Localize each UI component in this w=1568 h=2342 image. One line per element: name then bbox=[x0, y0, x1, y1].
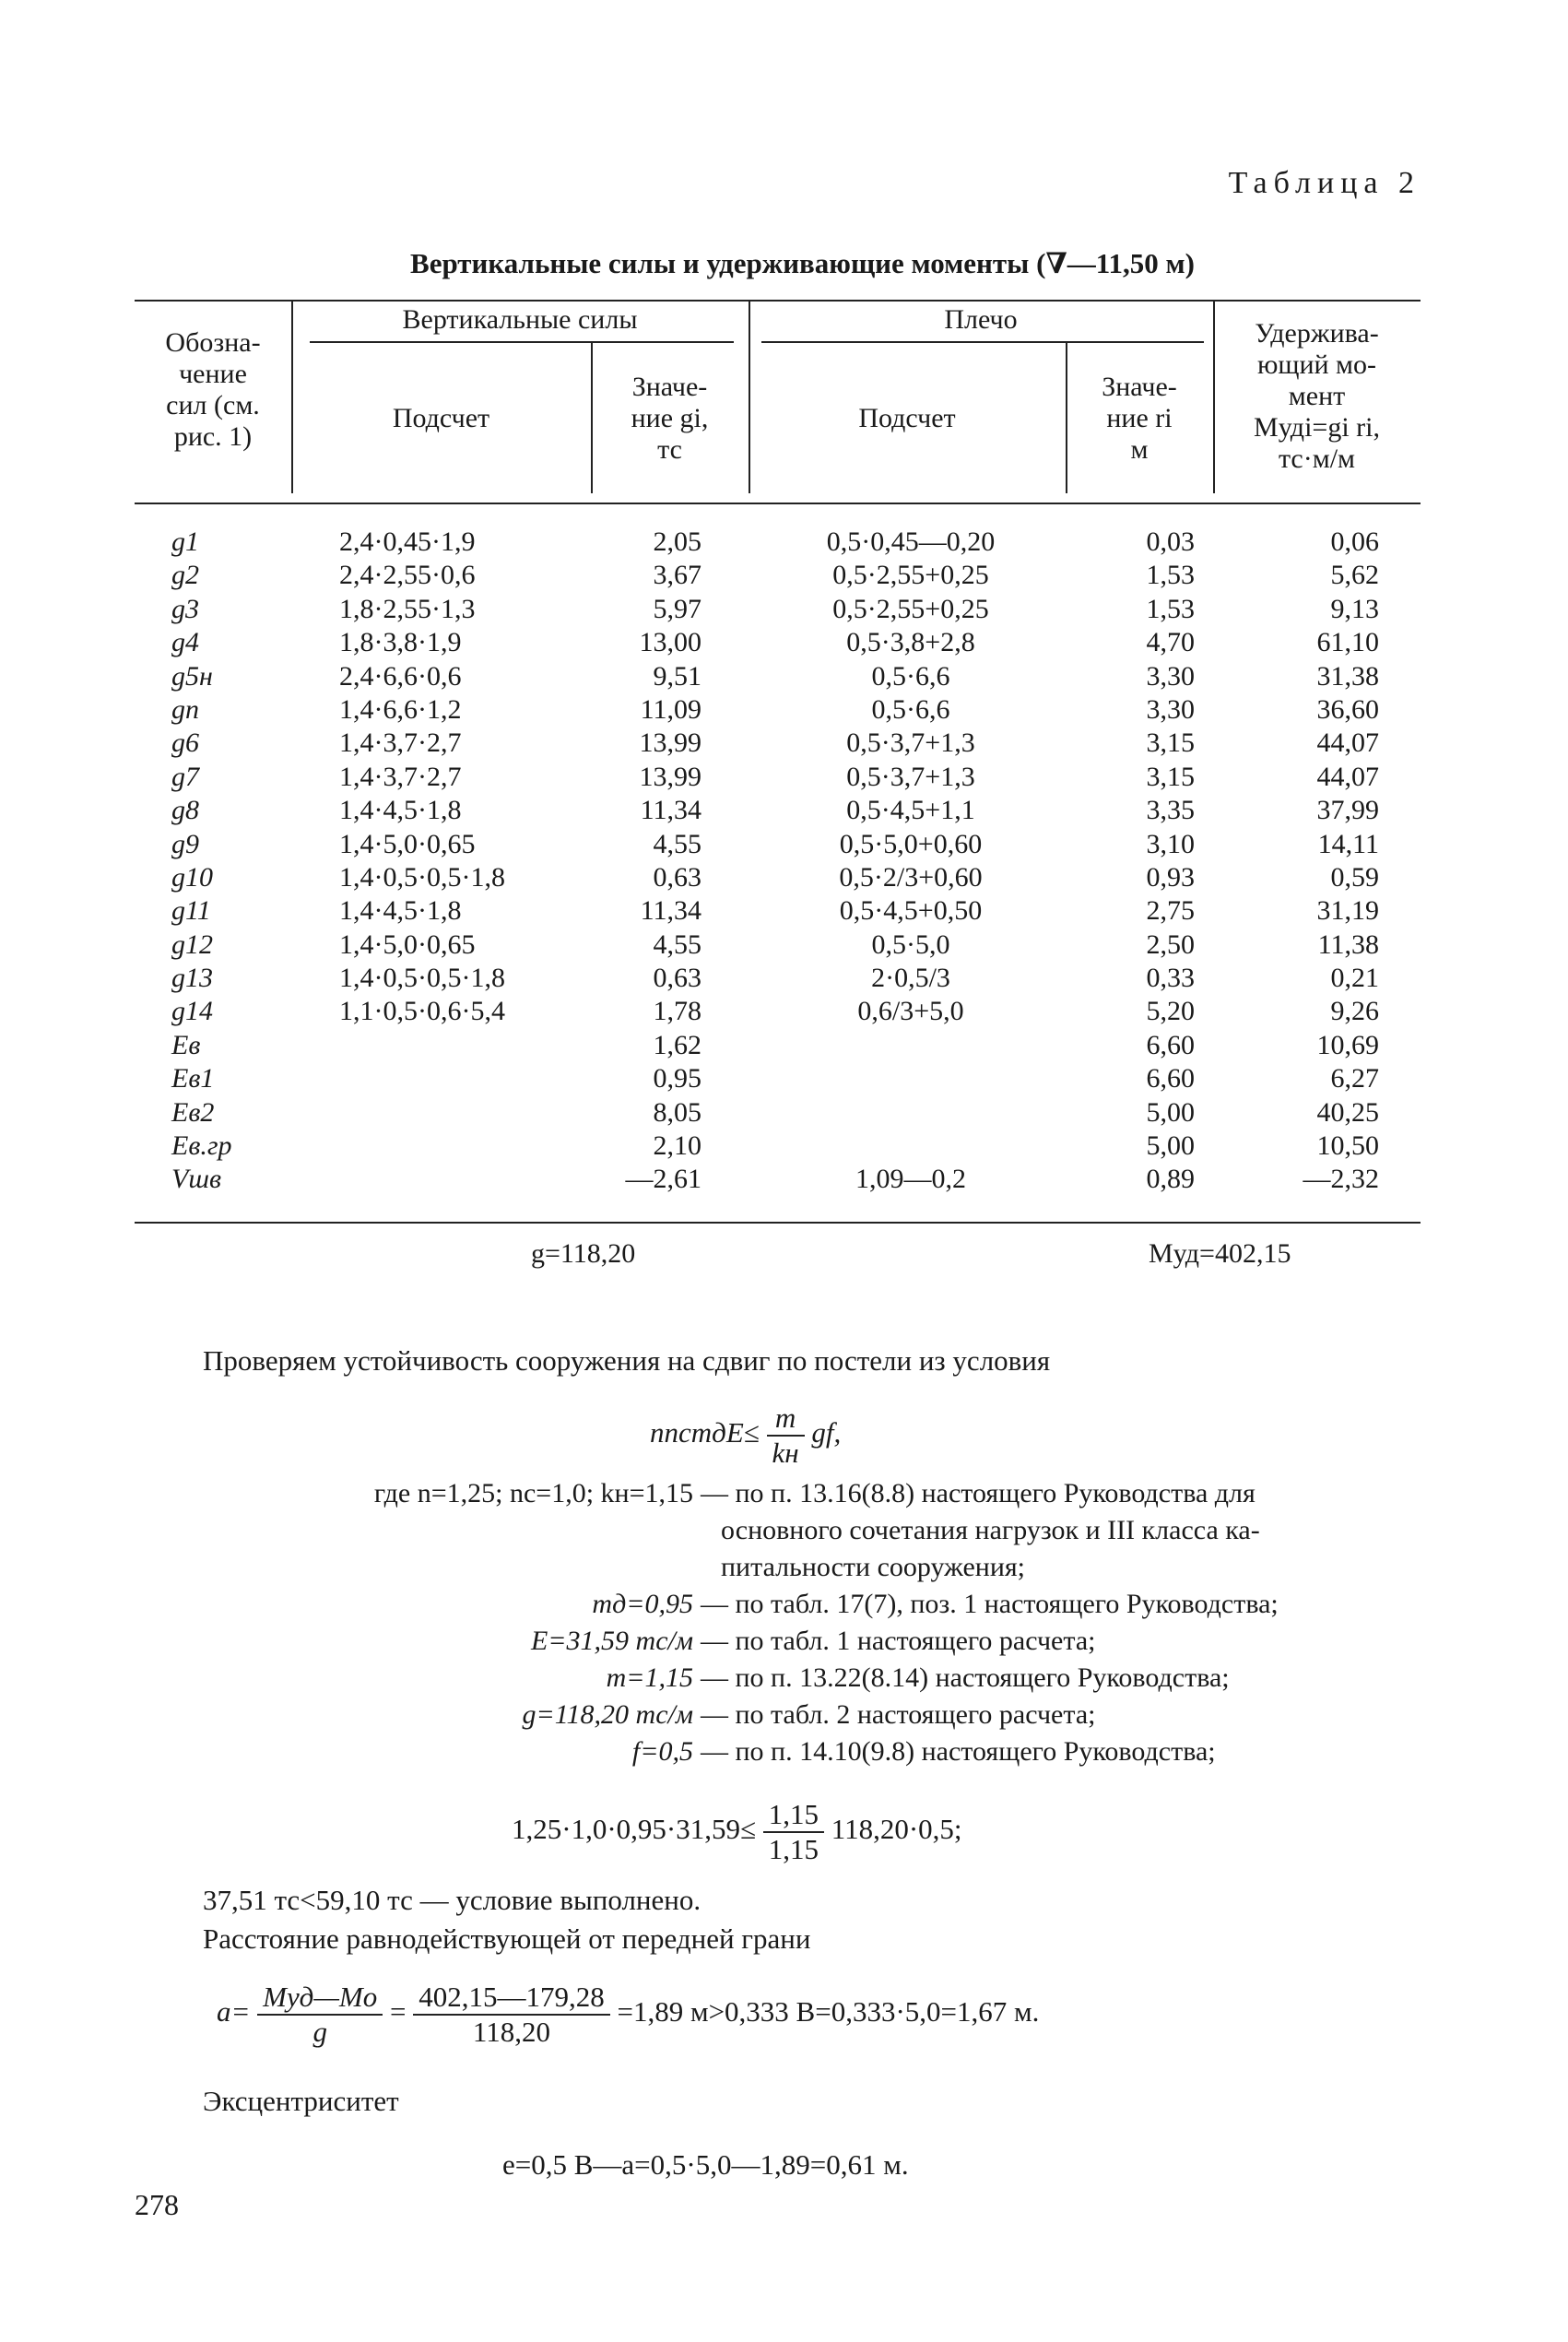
cell-sym: Vшв bbox=[171, 1164, 221, 1195]
cell-gv: 4,55 bbox=[653, 828, 701, 859]
cell-gv: 4,55 bbox=[653, 929, 701, 960]
cell-mv: 44,07 bbox=[1316, 761, 1379, 792]
cell-mv: 0,59 bbox=[1330, 861, 1379, 893]
cell-mv: 10,50 bbox=[1316, 1130, 1379, 1162]
cell-pc: 0,5·2/3+0,60 bbox=[839, 861, 983, 893]
cell-sym: g6 bbox=[171, 727, 199, 759]
cell-rv: 0,93 bbox=[1146, 861, 1195, 893]
where-lhs: f=0,5 bbox=[631, 1736, 693, 1767]
check-intro: Проверяем устойчивость сооружения на сдвиг по постели из условия bbox=[203, 1344, 1051, 1377]
cell-gc: 2,4·0,45·1,9 bbox=[339, 526, 476, 557]
cell-mv: 0,21 bbox=[1330, 963, 1379, 994]
cell-pc: 0,5·3,7+1,3 bbox=[846, 761, 975, 792]
column-arm-calc bbox=[754, 526, 1067, 1197]
cell-rv: 3,30 bbox=[1146, 693, 1195, 725]
total-moment: Mуд=402,15 bbox=[1149, 1238, 1291, 1269]
calc-rhs: 118,20·0,5; bbox=[831, 1813, 962, 1846]
formula-lhs: nncmдE≤ bbox=[650, 1416, 760, 1449]
cell-mv: 36,60 bbox=[1316, 693, 1379, 725]
table-caption: Вертикальные силы и удерживающие моменты (∇—11,50 м) bbox=[410, 247, 1195, 279]
header-arm: Плечо bbox=[944, 304, 1018, 335]
cell-pc: 0,5·6,6 bbox=[871, 693, 950, 725]
condition-formula bbox=[650, 1402, 841, 1470]
cell-mv: 31,19 bbox=[1316, 895, 1379, 927]
cell-mv: 9,26 bbox=[1330, 996, 1379, 1027]
cell-rv: 0,89 bbox=[1146, 1164, 1195, 1195]
cell-pc: 0,5·6,6 bbox=[871, 660, 950, 692]
cell-mv: 37,99 bbox=[1316, 795, 1379, 826]
cell-pc: 0,5·5,0+0,60 bbox=[839, 828, 983, 859]
where-lhs: m=1,15 bbox=[606, 1662, 693, 1693]
column-arm-value bbox=[1075, 526, 1195, 1197]
cell-mv: 9,13 bbox=[1330, 593, 1379, 624]
cell-rv: 6,60 bbox=[1146, 1029, 1195, 1060]
cell-sym: g7 bbox=[171, 761, 199, 792]
cell-rv: 5,20 bbox=[1146, 996, 1195, 1027]
column-force-calc bbox=[339, 526, 542, 1197]
cell-rv: 3,30 bbox=[1146, 660, 1195, 692]
cell-rv: 3,35 bbox=[1146, 795, 1195, 826]
cell-mv: 61,10 bbox=[1316, 627, 1379, 658]
cell-rv: 5,00 bbox=[1146, 1096, 1195, 1128]
cell-gv: 5,97 bbox=[653, 593, 701, 624]
cell-gv: 1,78 bbox=[653, 996, 701, 1027]
cell-pc bbox=[754, 1096, 1067, 1130]
cell-gc bbox=[339, 1062, 542, 1095]
calc-lhs: 1,25·1,0·0,95·31,59≤ bbox=[512, 1813, 756, 1846]
cell-rv: 6,60 bbox=[1146, 1063, 1195, 1094]
a-formula bbox=[217, 1981, 1039, 2049]
where-lhs: mд=0,95 bbox=[592, 1589, 693, 1619]
a-den-1: g bbox=[312, 2016, 327, 2048]
cell-gc bbox=[339, 1096, 542, 1130]
where-rhs: — по п. 13.16(8.8) настоящего Руководства для bbox=[701, 1478, 1256, 1508]
cell-gc: 1,1·0,5·0,6·5,4 bbox=[339, 996, 505, 1027]
cell-gv: 11,34 bbox=[640, 895, 701, 927]
cell-gc: 1,4·4,5·1,8 bbox=[339, 795, 462, 826]
a-num-2: 402,15—179,28 bbox=[413, 1981, 610, 2016]
a-num-1: Mуд—Mo bbox=[257, 1981, 383, 2016]
cell-gc bbox=[339, 1130, 542, 1163]
cell-gc: 1,4·0,5·0,5·1,8 bbox=[339, 861, 505, 893]
cell-sym: g10 bbox=[171, 861, 213, 893]
formula-num: m bbox=[767, 1402, 805, 1437]
header-calc-1: Подсчет bbox=[392, 403, 490, 433]
cell-sym: Eв1 bbox=[171, 1063, 215, 1094]
cell-sym: g4 bbox=[171, 627, 199, 658]
cell-gc: 2,4·6,6·0,6 bbox=[339, 660, 462, 692]
a-eq: = bbox=[389, 1995, 407, 2029]
cell-gc: 1,4·5,0·0,65 bbox=[339, 929, 476, 960]
total-g: g=118,20 bbox=[531, 1238, 636, 1269]
cell-gv: 9,51 bbox=[653, 660, 701, 692]
cell-mv: 0,06 bbox=[1330, 526, 1379, 557]
a-fraction-2 bbox=[413, 1981, 610, 2049]
cell-rv: 1,53 bbox=[1146, 560, 1195, 591]
sub-rule-right bbox=[761, 341, 1204, 343]
cell-sym: g2 bbox=[171, 560, 199, 591]
header-vertical-forces: Вертикальные силы bbox=[402, 304, 638, 335]
cell-pc: 0,5·0,45—0,20 bbox=[826, 526, 996, 557]
body-bottom-rule bbox=[135, 1222, 1421, 1224]
cell-gv: 2,05 bbox=[653, 526, 701, 557]
where-lhs: g=118,20 тс/м bbox=[522, 1699, 693, 1730]
cell-pc: 0,5·3,7+1,3 bbox=[846, 727, 975, 759]
formula-den: kн bbox=[772, 1437, 799, 1469]
cell-pc: 0,5·4,5+1,1 bbox=[846, 795, 975, 826]
where-lhs: E=31,59 тс/м bbox=[530, 1626, 693, 1656]
cell-gv: 13,99 bbox=[639, 761, 701, 792]
cell-sym: g9 bbox=[171, 828, 199, 859]
cell-mv: 10,69 bbox=[1316, 1029, 1379, 1060]
cell-gc: 1,4·5,0·0,65 bbox=[339, 828, 476, 859]
cell-rv: 3,10 bbox=[1146, 828, 1195, 859]
cell-gc: 1,8·3,8·1,9 bbox=[339, 627, 462, 658]
column-symbols bbox=[171, 526, 254, 1197]
cell-gv: 11,09 bbox=[640, 693, 701, 725]
cell-mv: 40,25 bbox=[1316, 1096, 1379, 1128]
cell-mv: 44,07 bbox=[1316, 727, 1379, 759]
where-rhs: основного сочетания нагрузок и III класса ка- bbox=[721, 1515, 1260, 1545]
cell-gc: 1,4·6,6·1,2 bbox=[339, 693, 462, 725]
cell-gv: 0,63 bbox=[653, 963, 701, 994]
where-rhs: — по п. 14.10(9.8) настоящего Руководства; bbox=[701, 1736, 1216, 1767]
cell-sym: Eв2 bbox=[171, 1096, 215, 1128]
cell-sym: g14 bbox=[171, 996, 213, 1027]
cell-gv: —2,61 bbox=[625, 1164, 701, 1195]
cell-mv: —2,32 bbox=[1303, 1164, 1379, 1195]
header-bottom-rule bbox=[135, 503, 1421, 504]
cell-pc bbox=[754, 1130, 1067, 1163]
cell-sym: g13 bbox=[171, 963, 213, 994]
header-value-r: Значе- ние ri м bbox=[1102, 372, 1177, 465]
page-number: 278 bbox=[135, 2188, 179, 2221]
cell-pc: 0,5·3,8+2,8 bbox=[846, 627, 975, 658]
cell-mv: 14,11 bbox=[1317, 828, 1379, 859]
cell-rv: 5,00 bbox=[1146, 1130, 1195, 1162]
cell-pc: 0,5·5,0 bbox=[871, 929, 950, 960]
formula-fraction bbox=[767, 1402, 805, 1470]
cell-pc: 0,5·2,55+0,25 bbox=[832, 560, 989, 591]
cell-mv: 6,27 bbox=[1330, 1063, 1379, 1094]
cell-gv: 8,05 bbox=[653, 1096, 701, 1128]
cell-rv: 2,75 bbox=[1146, 895, 1195, 927]
header-moment: Удержива- ющий мо- мент Mудi=gi ri, тс·м/м bbox=[1254, 318, 1380, 474]
cell-gv: 2,10 bbox=[653, 1130, 701, 1162]
cell-rv: 4,70 bbox=[1146, 627, 1195, 658]
cell-sym: gп bbox=[171, 693, 199, 725]
cell-mv: 31,38 bbox=[1316, 660, 1379, 692]
cell-mv: 11,38 bbox=[1317, 929, 1379, 960]
table-top-rule bbox=[135, 300, 1421, 302]
where-rhs: — по п. 13.22(8.14) настоящего Руководства; bbox=[701, 1662, 1230, 1693]
a-lhs: a= bbox=[217, 1995, 251, 2029]
eccentricity-label: Эксцентриситет bbox=[203, 2085, 399, 2117]
header-calc-2: Подсчет bbox=[858, 403, 956, 433]
cell-sym: g5н bbox=[171, 660, 213, 692]
cell-gv: 0,63 bbox=[653, 861, 701, 893]
cell-sym: Eв.гр bbox=[171, 1130, 232, 1162]
cell-gv: 1,62 bbox=[653, 1029, 701, 1060]
where-rhs: питальности сооружения; bbox=[721, 1552, 1026, 1582]
a-rhs: =1,89 м>0,333 B=0,333·5,0=1,67 м. bbox=[617, 1995, 1040, 2029]
cell-pc: 1,09—0,2 bbox=[855, 1164, 966, 1195]
cell-pc bbox=[754, 1062, 1067, 1095]
cell-gv: 13,00 bbox=[639, 627, 701, 658]
table-label: Таблица 2 bbox=[1228, 166, 1421, 200]
cell-pc bbox=[754, 1029, 1067, 1062]
cell-sym: g8 bbox=[171, 795, 199, 826]
calc-num: 1,15 bbox=[763, 1798, 824, 1833]
cell-gc: 1,4·3,7·2,7 bbox=[339, 727, 462, 759]
cell-gc bbox=[339, 1029, 542, 1062]
where-rhs: — по табл. 2 настоящего расчета; bbox=[701, 1699, 1096, 1730]
e-formula: e=0,5 B—a=0,5·5,0—1,89=0,61 м. bbox=[502, 2148, 909, 2181]
cell-sym: g1 bbox=[171, 526, 199, 557]
cell-gv: 11,34 bbox=[640, 795, 701, 826]
cell-sym: Eв bbox=[171, 1029, 201, 1060]
header-value-g: Значе- ние gi, тс bbox=[631, 372, 709, 465]
cell-gc bbox=[339, 1163, 542, 1196]
cell-rv: 3,15 bbox=[1146, 727, 1195, 759]
cell-gc: 1,4·4,5·1,8 bbox=[339, 895, 462, 927]
cell-rv: 0,03 bbox=[1146, 526, 1195, 557]
where-lhs: где n=1,25; nc=1,0; kн=1,15 bbox=[373, 1478, 693, 1508]
formula-rhs: gf, bbox=[811, 1416, 842, 1449]
calc-den: 1,15 bbox=[768, 1833, 819, 1865]
cell-rv: 2,50 bbox=[1146, 929, 1195, 960]
distance-intro: Расстояние равнодействующей от передней грани bbox=[203, 1922, 811, 1955]
column-force-value bbox=[591, 526, 701, 1197]
a-fraction-1 bbox=[257, 1981, 383, 2049]
where-rhs: — по табл. 1 настоящего расчета; bbox=[701, 1626, 1096, 1656]
cell-pc: 2·0,5/3 bbox=[871, 963, 950, 994]
result-line: 37,51 тс<59,10 тс — условие выполнено. bbox=[203, 1884, 701, 1916]
cell-sym: g12 bbox=[171, 929, 213, 960]
calc-fraction bbox=[763, 1798, 824, 1866]
cell-rv: 1,53 bbox=[1146, 593, 1195, 624]
cell-pc: 0,5·4,5+0,50 bbox=[839, 895, 983, 927]
column-moment-value bbox=[1232, 526, 1379, 1197]
cell-pc: 0,5·2,55+0,25 bbox=[832, 593, 989, 624]
cell-pc: 0,6/3+5,0 bbox=[857, 996, 964, 1027]
cell-gc: 1,4·3,7·2,7 bbox=[339, 761, 462, 792]
cell-gv: 3,67 bbox=[653, 560, 701, 591]
where-rhs: — по табл. 17(7), поз. 1 настоящего Руководства; bbox=[701, 1589, 1279, 1619]
forces-table bbox=[135, 300, 1421, 1269]
calc-line bbox=[512, 1798, 962, 1866]
header-symbol: Обозна- чение сил (см. рис. 1) bbox=[165, 327, 261, 452]
cell-mv: 5,62 bbox=[1330, 560, 1379, 591]
cell-gc: 1,8·2,55·1,3 bbox=[339, 593, 476, 624]
cell-gc: 2,4·2,55·0,6 bbox=[339, 560, 476, 591]
sub-rule-left bbox=[310, 341, 734, 343]
cell-sym: g11 bbox=[171, 895, 211, 927]
cell-gv: 0,95 bbox=[653, 1063, 701, 1094]
cell-gc: 1,4·0,5·0,5·1,8 bbox=[339, 963, 505, 994]
cell-rv: 3,15 bbox=[1146, 761, 1195, 792]
cell-gv: 13,99 bbox=[639, 727, 701, 759]
a-den-2: 118,20 bbox=[472, 2016, 551, 2048]
cell-sym: g3 bbox=[171, 593, 199, 624]
cell-rv: 0,33 bbox=[1146, 963, 1195, 994]
